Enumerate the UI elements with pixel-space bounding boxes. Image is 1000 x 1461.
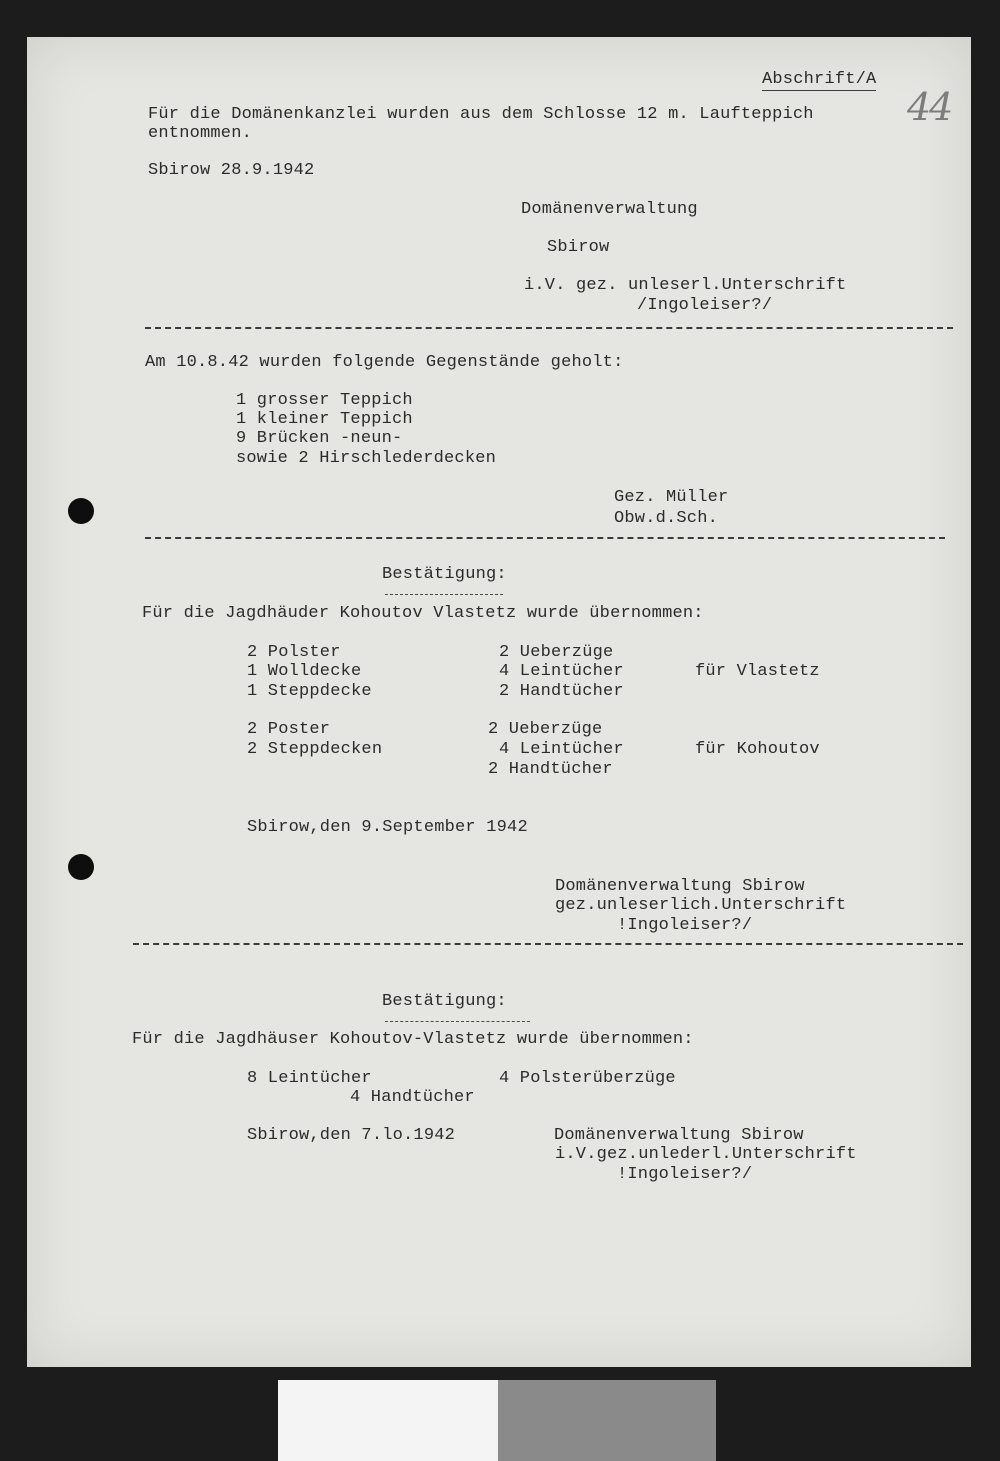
s1-place-date: Sbirow 28.9.1942 (148, 161, 315, 180)
s3-group1-left-1: 2 Polster (247, 643, 341, 662)
s3-group2-right-2: 4 Leintücher (499, 740, 624, 759)
paper-sheet (27, 37, 971, 1367)
s2-signature-line-1: Gez. Müller (614, 488, 729, 507)
s3-heading-underline (385, 594, 503, 595)
handwritten-page-number: 44 (907, 85, 952, 129)
s4-item-left: 8 Leintücher (247, 1069, 372, 1088)
s2-item-2: 1 kleiner Teppich (236, 410, 413, 429)
s3-group2-left-2: 2 Steppdecken (247, 740, 383, 759)
separator-line-3 (133, 943, 963, 945)
s3-group1-right-3: 2 Handtücher (499, 682, 624, 701)
s3-signature-line-2: gez.unleserlich.Unterschrift (555, 896, 847, 915)
s3-group1-left-2: 1 Wolldecke (247, 662, 362, 681)
s3-place-date: Sbirow,den 9.September 1942 (247, 818, 528, 837)
s3-signature-line-3: !Ingoleiser?/ (617, 916, 753, 935)
separator-line-2 (145, 537, 945, 539)
s4-intro: Für die Jagdhäuser Kohoutov-Vlastetz wurde übernommen: (132, 1030, 694, 1049)
calibration-strip-gray (498, 1380, 716, 1461)
punch-hole-top (68, 498, 94, 524)
s2-item-3: 9 Brücken -neun- (236, 429, 403, 448)
s4-signature-line-2: i.V.gez.unlederl.Unterschrift (555, 1145, 857, 1164)
separator-line-1 (145, 327, 953, 329)
s4-heading-underline (385, 1021, 530, 1022)
s3-group2-left-1: 2 Poster (247, 720, 331, 739)
s4-item-right: 4 Polsterüberzüge (499, 1069, 676, 1088)
punch-hole-bottom (68, 854, 94, 880)
s2-signature-line-2: Obw.d.Sch. (614, 509, 719, 528)
s1-signature-line-2: /Ingoleiser?/ (637, 296, 773, 315)
s4-item-center: 4 Handtücher (350, 1088, 475, 1107)
s3-intro: Für die Jagdhäuder Kohoutov Vlastetz wurde übernommen: (142, 604, 704, 623)
s3-group1-right-2: 4 Leintücher (499, 662, 624, 681)
s4-signature-line-3: !Ingoleiser?/ (617, 1165, 753, 1184)
s3-heading: Bestätigung: (382, 565, 507, 584)
s4-heading: Bestätigung: (382, 992, 507, 1011)
s3-group2-right-1: 2 Ueberzüge (488, 720, 603, 739)
s1-text-line-1: Für die Domänenkanzlei wurden aus dem Schlosse 12 m. Laufteppich (148, 105, 814, 124)
s3-group2-destination: für Kohoutov (695, 740, 820, 759)
s3-group2-right-3: 2 Handtücher (488, 760, 613, 779)
s4-place-date: Sbirow,den 7.lo.1942 (247, 1126, 456, 1145)
s3-group1-destination: für Vlastetz (695, 662, 820, 681)
s2-intro: Am 10.8.42 wurden folgende Gegenstände geholt: (145, 353, 624, 372)
s3-group1-right-1: 2 Ueberzüge (499, 643, 614, 662)
s1-org-line-2: Sbirow (547, 238, 610, 257)
s2-item-1: 1 grosser Teppich (236, 391, 413, 410)
calibration-strip-white (278, 1380, 498, 1461)
s1-org-line-1: Domänenverwaltung (521, 200, 698, 219)
s4-signature-line-1: Domänenverwaltung Sbirow (554, 1126, 804, 1145)
s1-signature-line-1: i.V. gez. unleserl.Unterschrift (524, 276, 847, 295)
copy-mark: Abschrift/A (762, 70, 877, 89)
s2-item-4: sowie 2 Hirschlederdecken (236, 449, 497, 468)
s1-text-line-2: entnommen. (148, 124, 253, 143)
s3-signature-line-1: Domänenverwaltung Sbirow (555, 877, 805, 896)
s3-group1-left-3: 1 Steppdecke (247, 682, 372, 701)
